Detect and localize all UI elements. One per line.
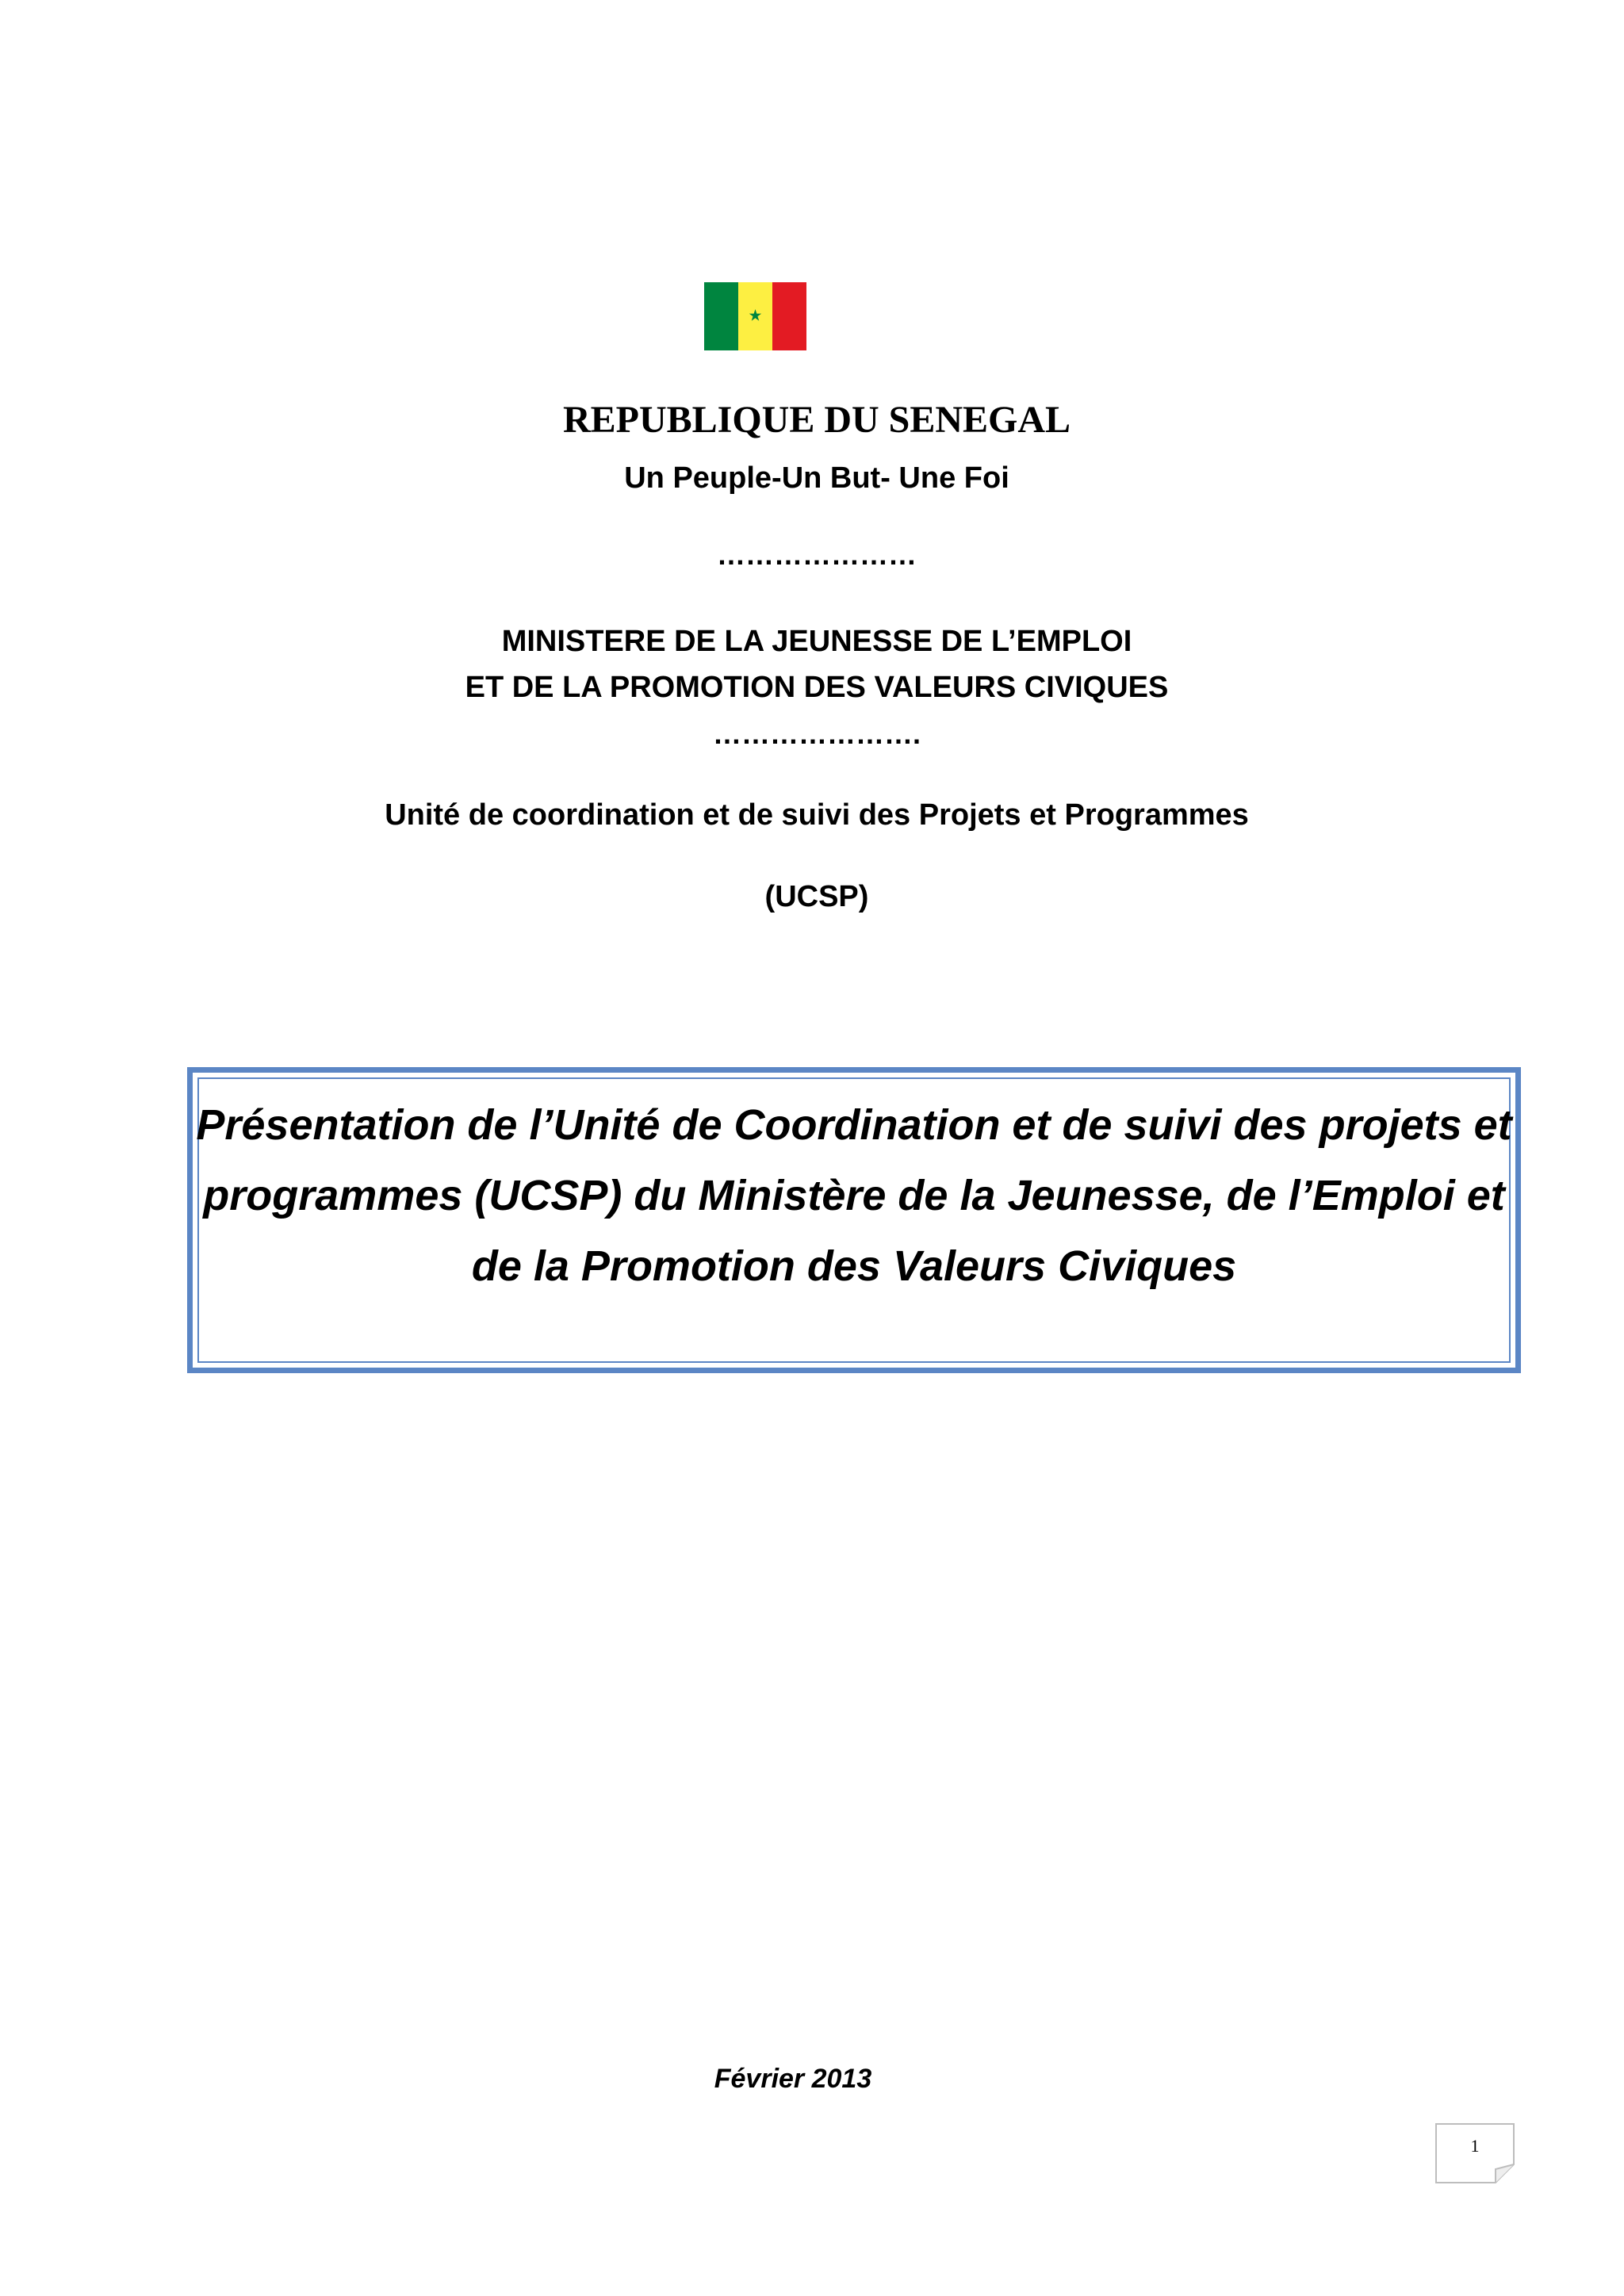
ministry-line-1: MINISTERE DE LA JEUNESSE DE L’EMPLOI	[501, 625, 1132, 658]
title-box	[187, 1067, 1521, 1373]
flag-red-band	[772, 282, 806, 350]
page-number-badge	[1435, 2123, 1515, 2183]
separator-dots: ………………….	[712, 718, 921, 750]
page-number: 1	[1470, 2136, 1480, 2156]
document-title: Présentation de l’Unité de Coordination et de suivi des projets et programmes (UCSP) du Ministère de la Jeunesse, de l’Emploi et de la Promotion des Valeurs Civiques	[196, 1101, 1512, 1290]
flag-green-band	[704, 282, 738, 350]
separator-dots: …………………	[717, 538, 917, 571]
national-motto: Un Peuple-Un But- Une Foi	[624, 461, 1009, 495]
star-icon: ★	[748, 307, 763, 325]
unit-acronym: (UCSP)	[764, 880, 869, 913]
republic-heading: REPUBLIQUE DU SENEGAL	[562, 399, 1071, 441]
ministry-name	[317, 618, 1316, 710]
ministry-line-2: ET DE LA PROMOTION DES VALEURS CIVIQUES	[465, 671, 1169, 704]
document-date: Février 2013	[714, 2064, 872, 2094]
unit-name: Unité de coordination et de suivi des Projets et Programmes	[385, 798, 1249, 832]
senegal-flag-icon	[704, 282, 806, 350]
